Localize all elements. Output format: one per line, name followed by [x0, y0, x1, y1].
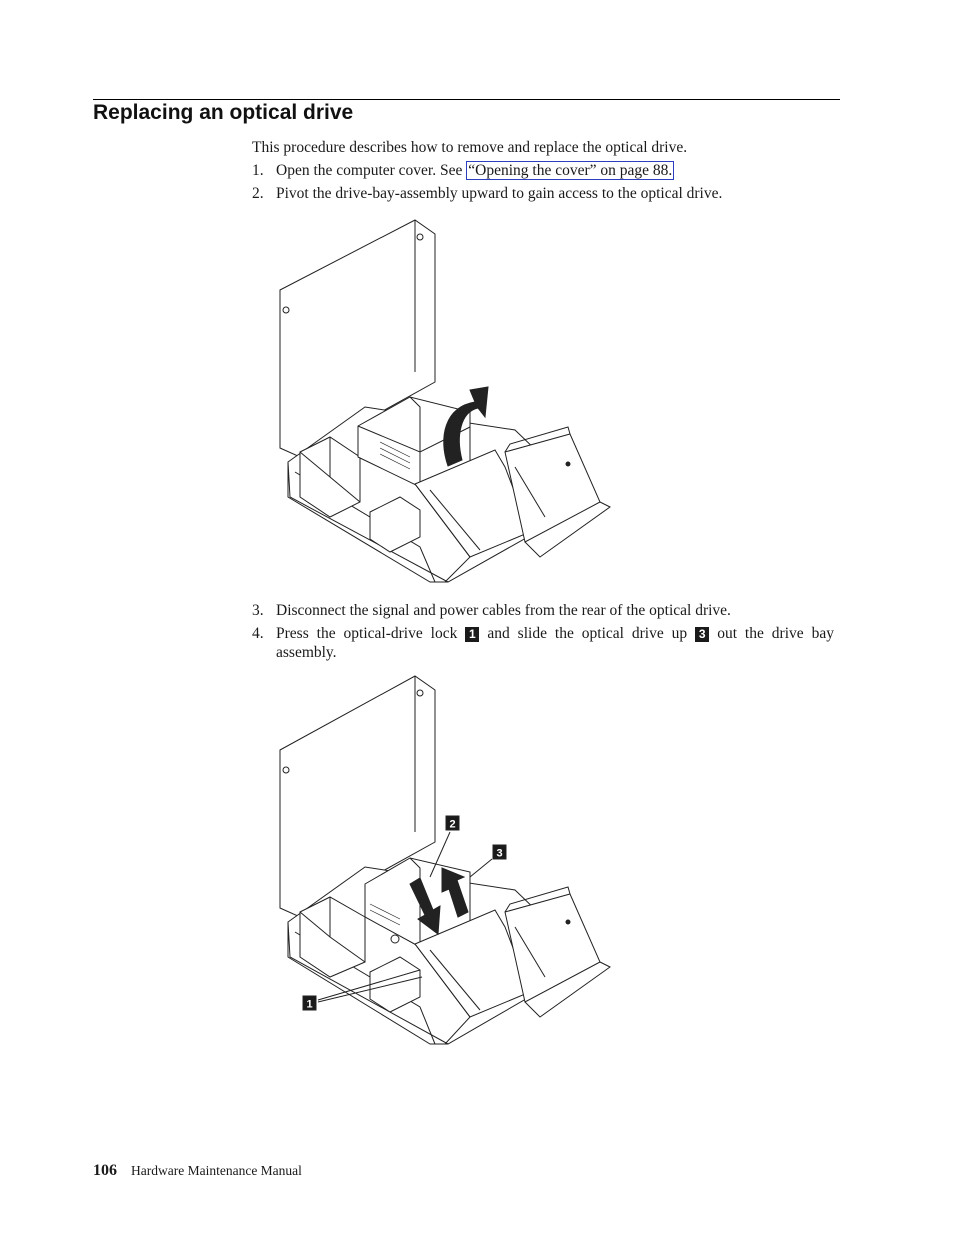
- step-text: Pivot the drive-bay-assembly upward to gain access to the optical drive.: [276, 185, 723, 202]
- figure-callout-3: 3: [496, 847, 503, 860]
- step-text: Press the optical-drive lock: [276, 625, 458, 642]
- step-number: 3.: [252, 602, 264, 619]
- step-4: [252, 624, 834, 662]
- step-1: [252, 161, 834, 180]
- intro-paragraph: This procedure describes how to remove and replace the optical drive.: [252, 139, 688, 156]
- figure-callout-1: 1: [306, 998, 313, 1011]
- manual-title: Hardware Maintenance Manual: [131, 1163, 302, 1178]
- step-2: [252, 184, 834, 203]
- step-text: and slide the optical drive up: [487, 625, 688, 642]
- step-text: Disconnect the signal and power cables from the rear of the optical drive.: [276, 602, 731, 619]
- figure-remove-optical-drive: [270, 672, 615, 1052]
- callout-1: 1: [465, 627, 479, 642]
- step-3: [252, 601, 834, 620]
- step-number: 4.: [252, 625, 264, 642]
- figure-callout-2: 2: [449, 818, 456, 831]
- step-number: 2.: [252, 185, 264, 202]
- figure-pivot-drive-bay: [270, 212, 615, 592]
- step-text: out the drive bay assembly.: [276, 625, 834, 661]
- step-text: Open the computer cover. See: [276, 162, 467, 179]
- callout-3: 3: [695, 627, 709, 642]
- opening-cover-link[interactable]: “Opening the cover” on page 88.: [468, 162, 673, 179]
- page-footer: [93, 1162, 302, 1180]
- page-number: 106: [93, 1162, 117, 1179]
- step-number: 1.: [252, 162, 264, 179]
- section-title: Replacing an optical drive: [93, 101, 354, 124]
- header-rule: [93, 99, 840, 100]
